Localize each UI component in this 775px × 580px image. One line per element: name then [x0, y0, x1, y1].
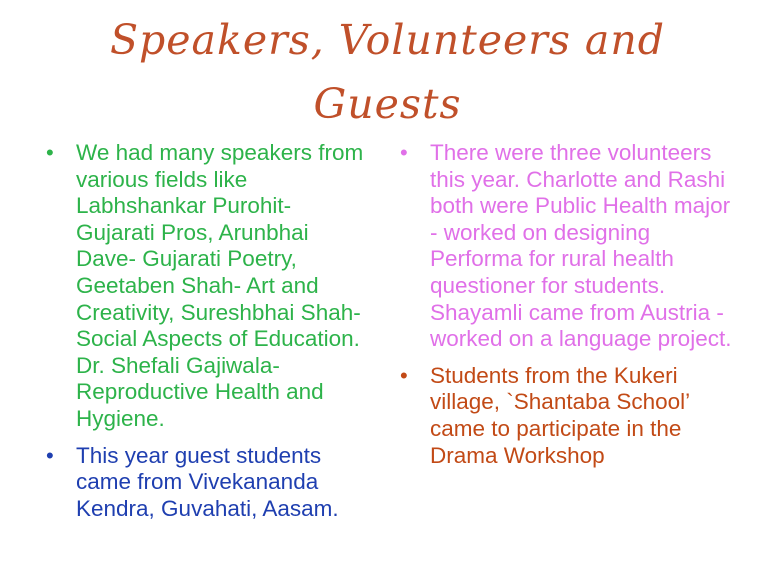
- bullet-icon: •: [46, 140, 54, 165]
- right-bullet-list: [398, 140, 743, 479]
- bullet-item-students: [398, 363, 743, 469]
- left-bullet-list: [44, 140, 374, 532]
- bullet-icon: •: [46, 442, 54, 468]
- bullet-text: This year guest students came from Vivekananda Kendra, Guvahati, Aasam.: [76, 442, 339, 521]
- bullet-icon: •: [400, 140, 408, 165]
- bullet-text: There were three volunteers this year. Charlotte and Rashi both were Public Health major - worked on designing Performa for rural health questioner for students. Shayamli came from Austria - worked on a language project.: [430, 140, 732, 352]
- bullet-text: We had many speakers from various fields like Labhshankar Purohit- Gujarati Pros, Arunbhai Dave- Gujarati Poetry, Geetaben Shah- Art and Creativity, Sureshbhai Shah- Social Aspects of Education. Dr. Shefali Gajiwala- Reproductive Health and Hygiene.: [76, 140, 364, 431]
- bullet-text: Students from the Kukeri village, `Shantaba School’ came to participate in the Drama Workshop: [430, 362, 690, 468]
- bullet-icon: •: [400, 362, 408, 388]
- bullet-item-speakers: [44, 140, 374, 433]
- bullet-item-guests: [44, 443, 374, 523]
- bullet-item-volunteers: [398, 140, 743, 353]
- slide-title: Speakers, Volunteers and Guests: [109, 16, 666, 128]
